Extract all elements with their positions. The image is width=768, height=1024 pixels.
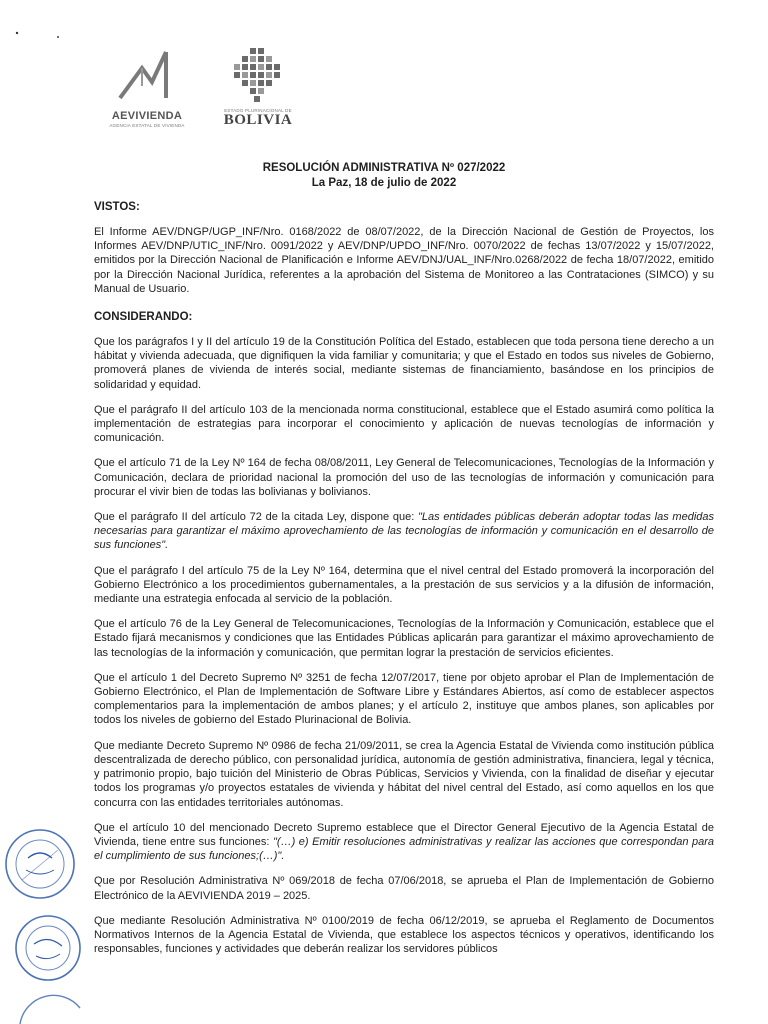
resolution-title: RESOLUCIÓN ADMINISTRATIVA Nº 027/2022 (262, 162, 506, 174)
bolivia-name: BOLIVIA (223, 112, 293, 128)
considerando-paragraph-10: Que por Resolución Administrativa Nº 069/2018 de fecha 07/06/2018, se aprueba el Plan de Implementación de Gobierno Electrónico de la AEVIVIENDA 2019 – 2025. (94, 875, 714, 902)
approval-stamps (0, 820, 90, 1024)
document-body (94, 200, 714, 967)
vobo-stamp-bottom (20, 995, 80, 1024)
resolution-date: La Paz, 18 de julio de 2022 (311, 177, 457, 189)
vobo-stamp-lower (16, 916, 80, 980)
aevivienda-name: AEVIVIENDA (111, 110, 183, 122)
bolivia-logo (218, 46, 298, 138)
considerando-paragraph-1: Que los parágrafos I y II del artículo 19 de la Constitución Política del Estado, establecen que toda persona tiene derecho a un hábitat y vivienda adecuada, que dignifiquen la vida familiar y comunitaria; y que el Estado en todos sus niveles de Gobierno, promoverá planes de vivienda de interés social, mediante sistemas de financiamiento, basándose en los principios de solidaridad y equidad. (94, 336, 714, 391)
paragraph-9-intro: Que el artículo 10 del mencionado Decreto Supremo establece que el Director General Ejecutivo de la Agencia Estatal de Vivienda, tiene entre sus funciones: (94, 821, 714, 848)
vistos-heading: VISTOS: (94, 201, 140, 213)
considerando-paragraph-5: Que el parágrafo I del artículo 75 de la Ley Nº 164, determina que el nivel central del Estado promoverá la incorporación del Gobierno Electrónico a los procedimientos gubernamentales, a la prestación de sus servicios y a la difusión de información, mediante una estrategia enfocada al servicio de la población. (94, 564, 714, 606)
header-logos (100, 42, 320, 142)
vistos-paragraph: El Informe AEV/DNGP/UGP_INF/Nro. 0168/2022 de 08/07/2022, de la Dirección Nacional de Gestión de Proyectos, los Informes AEV/DNP/UTIC_INF/Nro. 0091/2022 y AEV/DNP/UPDO_INF/Nro. 0070/2022 de fechas 13/07/2022 y 15/07/2022, emitidos por la Dirección Nacional de Planificación e Informe AEV/DNJ/UAL_INF/Nro.0268/2022 de fecha 18/07/2022, emitido por la Dirección Nacional Jurídica, referentes a la aprobación del Sistema de Monitoreo a las Contrataciones (SIMCO) y su Manual de Usuario. (94, 226, 714, 295)
resolution-header (0, 161, 768, 191)
vobo-stamp-upper (6, 830, 74, 898)
aevivienda-subtitle: AGENCIA ESTATAL DE VIVIENDA (109, 123, 185, 128)
considerando-paragraph-9 (94, 821, 714, 864)
considerando-paragraph-8: Que mediante Decreto Supremo Nº 0986 de fecha 21/09/2011, se crea la Agencia Estatal de Vivienda como institución pública descentralizada de derecho público, con personalidad jurídica, autonomía de gestión administrativa, financiera, legal y técnica, y patrimonio propio, bajo tuición del Ministerio de Obras Públicas, Servicios y Vivienda, con la finalidad de diseñar y ejecutar todos los programas y/o proyectos estatales de vivienda y hábitat del nivel central del Estado, así como aquellos en los que concurra con las entidades territoriales autónomas. (94, 739, 714, 809)
considerando-paragraph-6: Que el artículo 76 de la Ley General de Telecomunicaciones, Tecnologías de la Información y Comunicación, establece que el Estado fijará mecanismos y condiciones que las Entidades Públicas aplicarán para garantizar el máximo aprovechamiento de las tecnologías de la información y comunicación, que permitan lograr la prestación de servicios eficientes. (94, 618, 714, 659)
bolivia-emblem-icon (228, 46, 288, 106)
considerando-heading: CONSIDERANDO: (94, 311, 193, 324)
aevivienda-logo (104, 46, 190, 138)
bolivia-subtitle: ESTADO PLURINACIONAL DE (224, 108, 292, 113)
considerando-paragraph-2: Que el parágrafo II del artículo 103 de la mencionada norma constitucional, establece que el Estado asumirá como política la implementación de estrategias para incorporar el conocimiento y aplicación de nuevas tecnologías de información y comunicación. (94, 403, 714, 445)
considerando-paragraph-11: Que mediante Resolución Administrativa Nº 0100/2019 de fecha 06/12/2019, se aprueba el Reglamento de Documentos Normativos Internos de la Agencia Estatal de Vivienda, que establece los aspectos técnicos y operativos, identificando los responsables, funciones y actividades que deberán realizar los servidores públicos (94, 914, 714, 956)
considerando-paragraph-3: Que el artículo 71 de la Ley Nº 164 de fecha 08/08/2011, Ley General de Telecomunicaciones, Tecnologías de la Información y Comunicación, declara de prioridad nacional la promoción del uso de las tecnologías de información y comunicación para procurar el vivir bien de todas las bolivianas y bolivianos. (94, 457, 714, 498)
considerando-paragraph-4 (94, 510, 714, 553)
aevivienda-emblem-icon (112, 46, 182, 108)
paragraph-4-intro: Que el parágrafo II del artículo 72 de la citada Ley, dispone que: (94, 511, 419, 524)
considerando-paragraph-7: Que el artículo 1 del Decreto Supremo Nº 3251 de fecha 12/07/2017, tiene por objeto aprobar el Plan de Implementación de Gobierno Electrónico, el Plan de Implementación de Software Libre y Estándares Abiertos, así como de establecer aspectos complementarios para la implementación de ambos planes; y el artículo 2, instituye que ambos planes, son aplicables por todos los niveles de gobierno del Estado Plurinacional de Bolivia. (94, 671, 714, 727)
paragraph-9-quote: "(…) e) Emitir resoluciones administrativas y realizar las acciones que correspondan para el cumplimiento de sus funciones;(…)". (94, 835, 715, 863)
paragraph-4-quote: "Las entidades públicas deberán adoptar todas las medidas necesarias para garantizar el máximo aprovechamiento de las tecnologías de información y comunicación en el desarrollo de sus funciones". (94, 511, 715, 552)
